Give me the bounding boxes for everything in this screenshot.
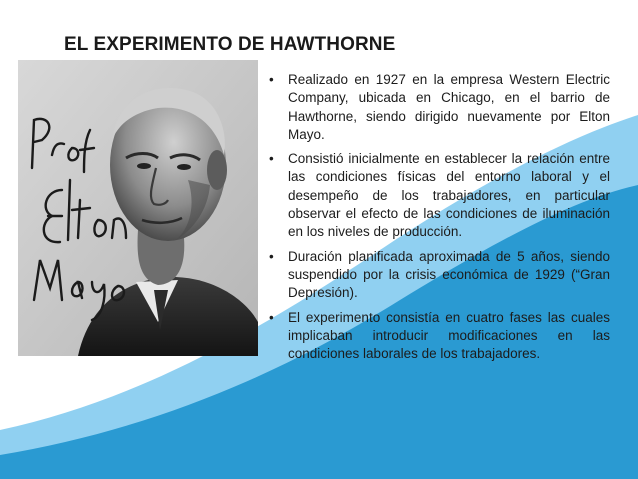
elton-mayo-portrait	[18, 60, 258, 356]
slide-title: EL EXPERIMENTO DE HAWTHORNE	[64, 34, 396, 55]
bullet-item-2	[266, 150, 610, 241]
bullet-text: Realizado en 1927 en la empresa Western Electric Company, ubicada en Chicago, en el barrio de Hawthorne, siendo dirigido nuevamente por Elton Mayo.	[288, 72, 610, 142]
bullet-list	[266, 71, 610, 369]
bullet-marker: •	[269, 72, 274, 87]
bullet-text: Consistió inicialmente en establecer la relación entre las condiciones físicas del entorno laboral y el desempeño de los trabajadores, en particular observar el efecto de las condiciones de iluminación en los niveles de producción.	[288, 151, 610, 240]
bullet-text: El experimento consistía en cuatro fases las cuales implicaban introducir modificaciones en las condiciones laborales de los trabajadores.	[288, 309, 610, 362]
bullet-marker: •	[269, 248, 274, 264]
bullet-text: Duración planificada aproximada de 5 años, siendo suspendido por la crisis económica de 1929 (“Gran Depresión).	[288, 248, 610, 301]
bullet-item-3	[266, 248, 610, 303]
bullet-marker: •	[269, 309, 274, 325]
bullet-item-4	[266, 309, 610, 364]
bullet-item-1	[266, 71, 610, 144]
portrait-illustration	[18, 60, 258, 356]
bullet-marker: •	[269, 151, 274, 167]
